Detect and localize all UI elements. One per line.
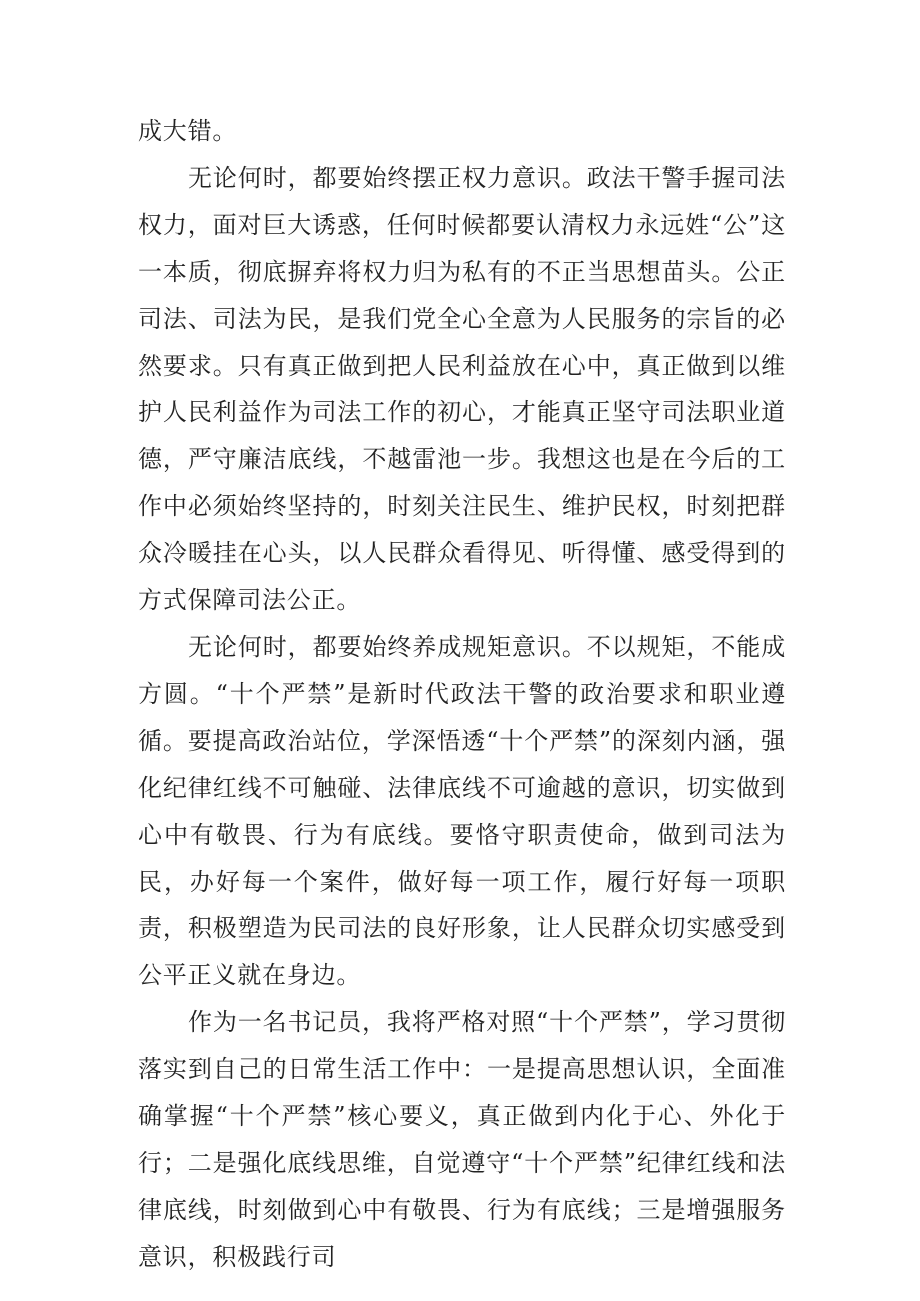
paragraph-clerk-commitment: 作为一名书记员，我将严格对照“十个严禁”，学习贯彻落实到自己的日常生活工作中：一是提高思想认识，全面准确掌握“十个严禁”核心要义，真正做到内化于心、外化于行；二是强化底线思维，自觉遵守“十个严禁”纪律红线和法律底线，时刻做到心中有敬畏、行为有底线；三是增强服务意识，积极践行司	[138, 1008, 786, 1271]
paragraph-rules-awareness: 无论何时，都要始终养成规矩意识。不以规矩，不能成方圆。“十个严禁”是新时代政法干警的政治要求和职业遵循。要提高政治站位，学深悟透“十个严禁”的深刻内涵，强化纪律红线不可触碰、法律底线不可逾越的意识，切实做到心中有敬畏、行为有底线。要恪守职责使命，做到司法为民，办好每一个案件，做好每一项工作，履行好每一项职责，积极塑造为民司法的良好形象，让人民群众切实感受到公平正义就在身边。	[138, 632, 786, 990]
document-body	[138, 108, 786, 1281]
paragraph-continuation: 成大错。	[138, 117, 238, 145]
paragraph-power-awareness: 无论何时，都要始终摆正权力意识。政法干警手握司法权力，面对巨大诱惑，任何时候都要认清权力永远姓“公”这一本质，彻底摒弃将权力归为私有的不正当思想苗头。公正司法、司法为民，是我们党全心全意为人民服务的宗旨的必然要求。只有真正做到把人民利益放在心中，真正做到以维护人民利益作为司法工作的初心，才能真正坚守司法职业道德，严守廉洁底线，不越雷池一步。我想这也是在今后的工作中必须始终坚持的，时刻关注民生、维护民权，时刻把群众冷暖挂在心头，以人民群众看得见、听得懂、感受得到的方式保障司法公正。	[138, 163, 786, 615]
